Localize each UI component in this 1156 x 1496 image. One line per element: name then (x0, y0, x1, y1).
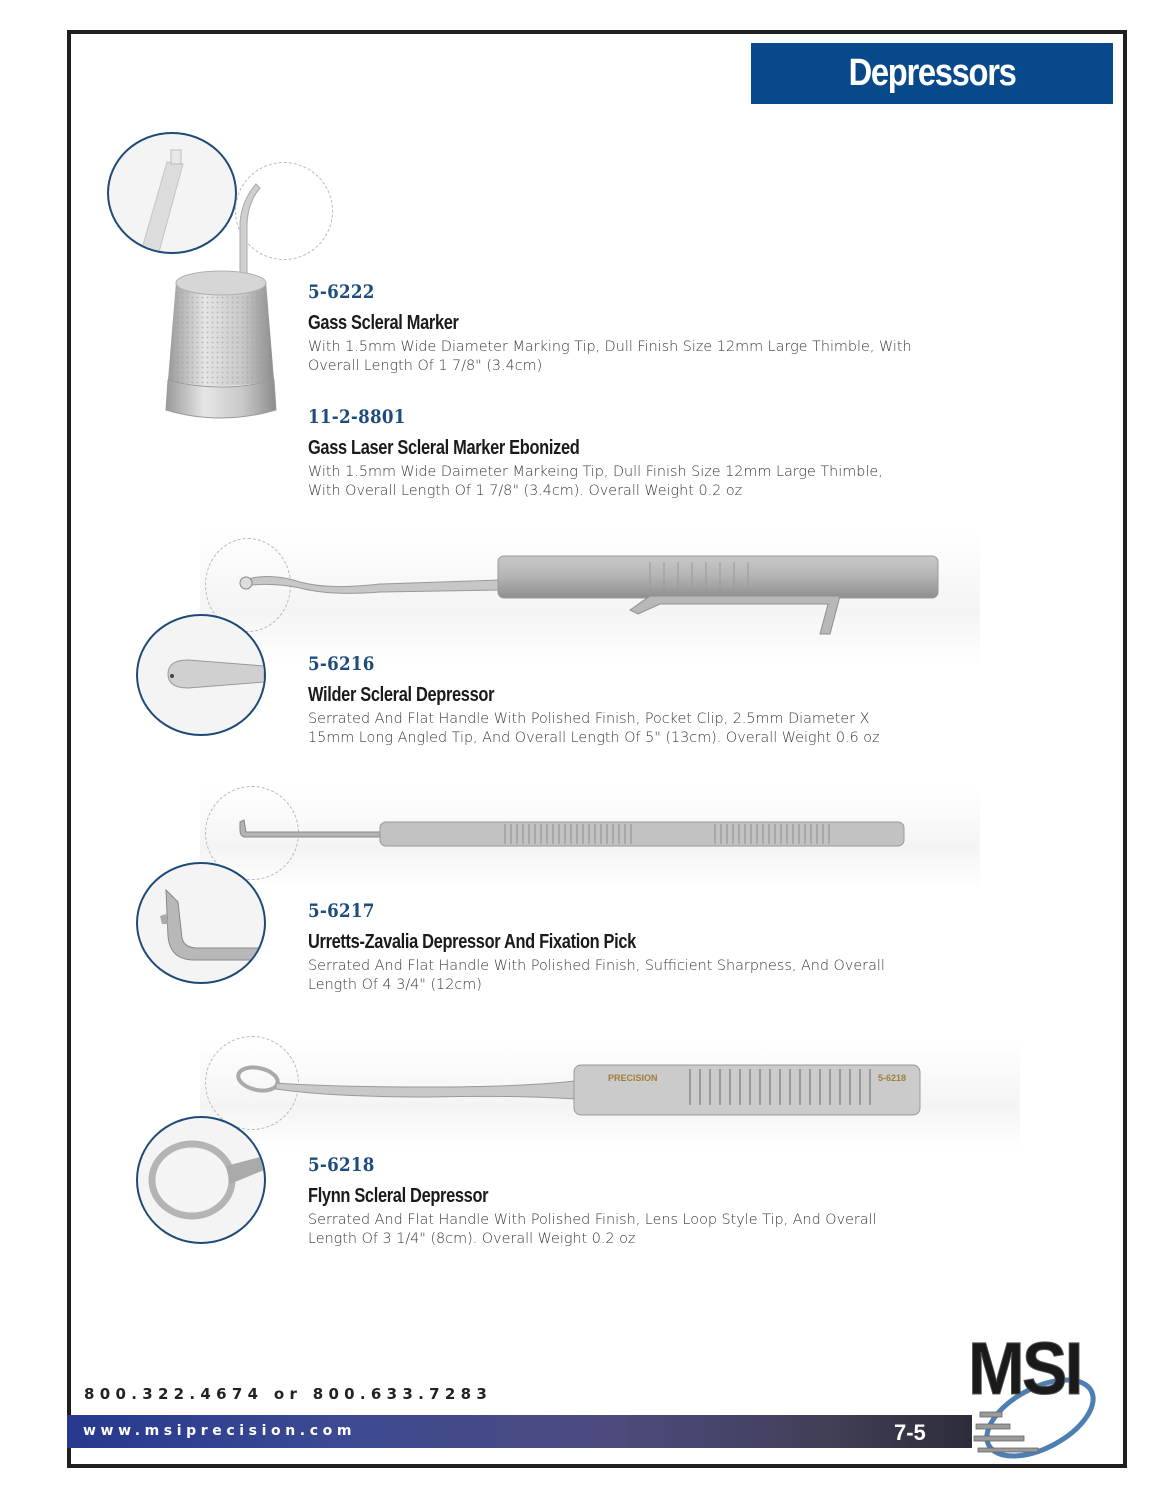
section-title: Depressors (848, 52, 1016, 94)
product-5-6218 (308, 1154, 1008, 1249)
product-11-2-8801 (308, 406, 1008, 501)
section-title-banner (751, 43, 1113, 104)
wilder-depressor-icon (230, 550, 950, 650)
product-description: Serrated And Flat Handle With Polished Finish, Sufficient Sharpness, And Overall Length Of 4 3/4" (12cm) (308, 958, 885, 993)
product-name: Gass Laser Scleral Marker Ebonized (308, 437, 580, 459)
tip-detail-circle (136, 1116, 266, 1244)
loop-tip-detail-icon (138, 1118, 264, 1242)
product-description: Serrated And Flat Handle With Polished Finish, Pocket Clip, 2.5mm Diameter X 15mm Long Angled Tip, And Overall Length Of 5" (13cm). Overall Weight 0.6 oz (308, 711, 880, 746)
product-description: With 1.5mm Wide Daimeter Markeing Tip, Dull Finish Size 12mm Large Thimble, With Overall Length Of 1 7/8" (3.4cm). Overall Weight 0.2 oz (308, 464, 883, 499)
handle-engraving-sku: 5-6218 (878, 1073, 907, 1083)
product-name: Gass Scleral Marker (308, 312, 459, 334)
logo-text: MSI (968, 1327, 1081, 1410)
product-5-6222 (308, 281, 1008, 376)
product-5-6217 (308, 900, 1008, 995)
product-5-6216 (308, 653, 1008, 748)
product-name: Urretts-Zavalia Depressor And Fixation Pick (308, 931, 636, 953)
product-sku: 5-6222 (308, 281, 375, 303)
tip-detail-circle (136, 862, 266, 984)
thimble-icon (140, 170, 300, 440)
product-sku: 5-6217 (308, 900, 375, 922)
product-sku: 5-6218 (308, 1154, 375, 1176)
page-number: 7-5 (894, 1420, 926, 1445)
pick-tip-detail-icon (138, 864, 264, 982)
website-link[interactable]: www.msiprecision.com (83, 1423, 357, 1439)
fixation-pick-icon (230, 810, 920, 860)
product-name: Wilder Scleral Depressor (308, 684, 495, 706)
product-description: Serrated And Flat Handle With Polished Finish, Lens Loop Style Tip, And Overall Length Of 3 1/4" (8cm). Overall Weight 0.2 oz (308, 1212, 877, 1247)
product-sku: 5-6216 (308, 653, 375, 675)
flynn-depressor-icon (230, 1055, 930, 1135)
handle-engraving-brand: PRECISION (608, 1073, 658, 1083)
product-description: With 1.5mm Wide Diameter Marking Tip, Dull Finish Size 12mm Large Thimble, With Overall Length Of 1 7/8" (3.4cm) (308, 339, 912, 374)
tip-detail-circle (136, 614, 266, 736)
msi-logo (950, 1327, 1100, 1460)
product-name: Flynn Scleral Depressor (308, 1185, 489, 1207)
ball-tip-detail-icon (138, 616, 264, 734)
phone-numbers: 800.322.4674 or 800.633.7283 (84, 1385, 493, 1403)
product-sku: 11-2-8801 (308, 406, 406, 428)
